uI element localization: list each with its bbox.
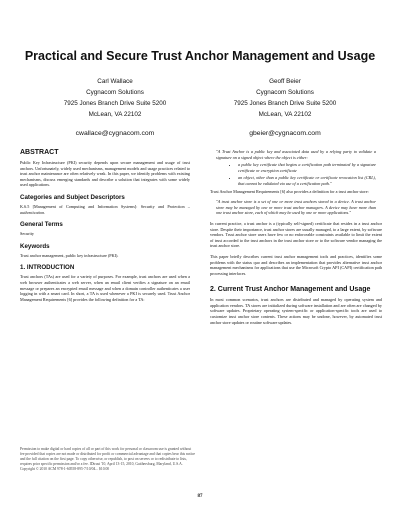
keywords-heading: Keywords [20, 242, 50, 250]
abstract-heading: ABSTRACT [20, 149, 59, 156]
section-2-heading: 2. Current Trust Anchor Management and Usage [210, 286, 371, 294]
author-city: McLean, VA 22102 [88, 111, 142, 118]
introduction-text: Trust anchors (TAs) are used for a variety of purposes. For example, trust anchors are used when a web browser authenticates a web server, when an email client verifies a signature on an email message or prepares an encrypted email message and when a domain controller authenticates a user logging in with a smart card. In short, a TA is used whenever a PKI is securely used. Trust Anchor Management Requirements [6] provides the following definition for a TA: [20, 274, 190, 302]
paper-title: Practical and Secure Trust Anchor Management and Usage [24, 49, 376, 63]
left-column [20, 149, 190, 307]
general-terms-text: Security [20, 231, 34, 237]
categories-heading: Categories and Subject Descriptors [20, 193, 125, 201]
author-email: gbeier@cygnacom.com [249, 130, 321, 137]
author-name: Carl Wallace [97, 78, 133, 85]
body-paragraph: This paper briefly describes current trust anchor management tools and practices, identifies some problems with the status quo and describes an implementation that provides alternative trust anchor management mechanisms for applications that use the Microsoft Crypto API (CAPI) certification path processing interfaces. [210, 253, 382, 276]
quote-intro: "A Trust Anchor is a public key and associated data used by a relying party to validate a signature on a signed object where the object is either: [216, 149, 376, 160]
author-name: Geoff Beier [269, 78, 301, 85]
tamr-paragraph: Trust Anchor Management Requirements [6] also provides a definition for a trust anchor store: [210, 188, 369, 194]
introduction-heading: 1. INTRODUCTION [20, 264, 75, 272]
right-column [210, 149, 382, 330]
quote-list [224, 162, 376, 186]
categories-text [20, 204, 190, 215]
author-address: 7925 Jones Branch Drive Suite 5200 [63, 100, 167, 107]
author-city: McLean, VA 22102 [258, 111, 312, 118]
author-address: 7925 Jones Branch Drive Suite 5200 [233, 100, 337, 107]
author-org: Cygnacom Solutions [86, 89, 144, 96]
quote-list-item: • a public key certificate that begins a certification path terminated by a signature certificate or encryption certificate [238, 162, 376, 173]
section-2-text: In most common scenarios, trust anchors are distributed and managed by operating system and application vendors. TA stores are initialized during software installation and are often are changed by software updates. Proprietary operating system-specific or application-specific tools are used to customize trust anchor store contents. These actions may be undone, however, by automated trust anchor store updates or routine software updates. [210, 297, 382, 325]
ta-definition-quote [210, 149, 382, 187]
abstract-text: Public Key Infrastructure (PKI) security depends upon secure management and usage of trust anchors. Unfortunately, widely used mechanisms, management models and usage practices related to trust anchor maintenance are often relatively weak. In this paper, we identify problems with existing mechanisms, discuss emerging standards and describe a solution that integrates with some widely used applications. [20, 160, 190, 188]
author-email: cwallace@cygnacom.com [75, 130, 155, 137]
author-org: Cygnacom Solutions [256, 89, 314, 96]
author-block-1 [30, 76, 200, 139]
categories-label: K.6.5 [Management of Computing and Information Systems]: Security and Protection – [20, 203, 190, 209]
quote-list-item: • an object, other than a public key certificate or certificate revocation list (CRL), that cannot be validated via use of a certification path." [238, 175, 376, 186]
page-number: 87 [197, 494, 203, 499]
keywords-text: Trust anchor management, public key infrastructure (PKI). [20, 252, 119, 258]
ta-store-quote: "A trust anchor store is a set of one or more trust anchors stored in a device. A trust anchor store may be managed by one or more trust anchor managers. A device may have more than one trust anchor store, each of which may be used by one or more applications." [216, 199, 376, 216]
copyright-footnote: Permission to make digital or hard copies of all or part of this work for personal or classroom use is granted without fee provided that copies are not made or distributed for profit or commercial advantage and that copies bear this notice and the full citation on the first page. To copy otherwise, or republish, to post on servers or to redistribute to lists, requires prior specific permission and/or a fee. IDtrust '10, April 13-15, 2010, Gaithersburg, Maryland, U.S.A. Copyright © 2010 ACM 978-1-60558-895-7/10/04... $10.00 [20, 447, 195, 471]
general-terms-heading: General Terms [20, 221, 63, 229]
author-block-2 [200, 76, 370, 139]
body-paragraph: In current practice, a trust anchor is a (typically self-signed) certificate that resides in a trust anchor store. Despite their importance, trust anchor stores are usually managed, to a large extent, by software vendors. Trust anchor store users have few or no enforceable constraints available to limit the extent of trust accorded to the trust anchors in the trust anchor store or to the software vendor managing the trust anchor store. [210, 220, 382, 249]
categories-italic: authentication. [20, 209, 46, 215]
